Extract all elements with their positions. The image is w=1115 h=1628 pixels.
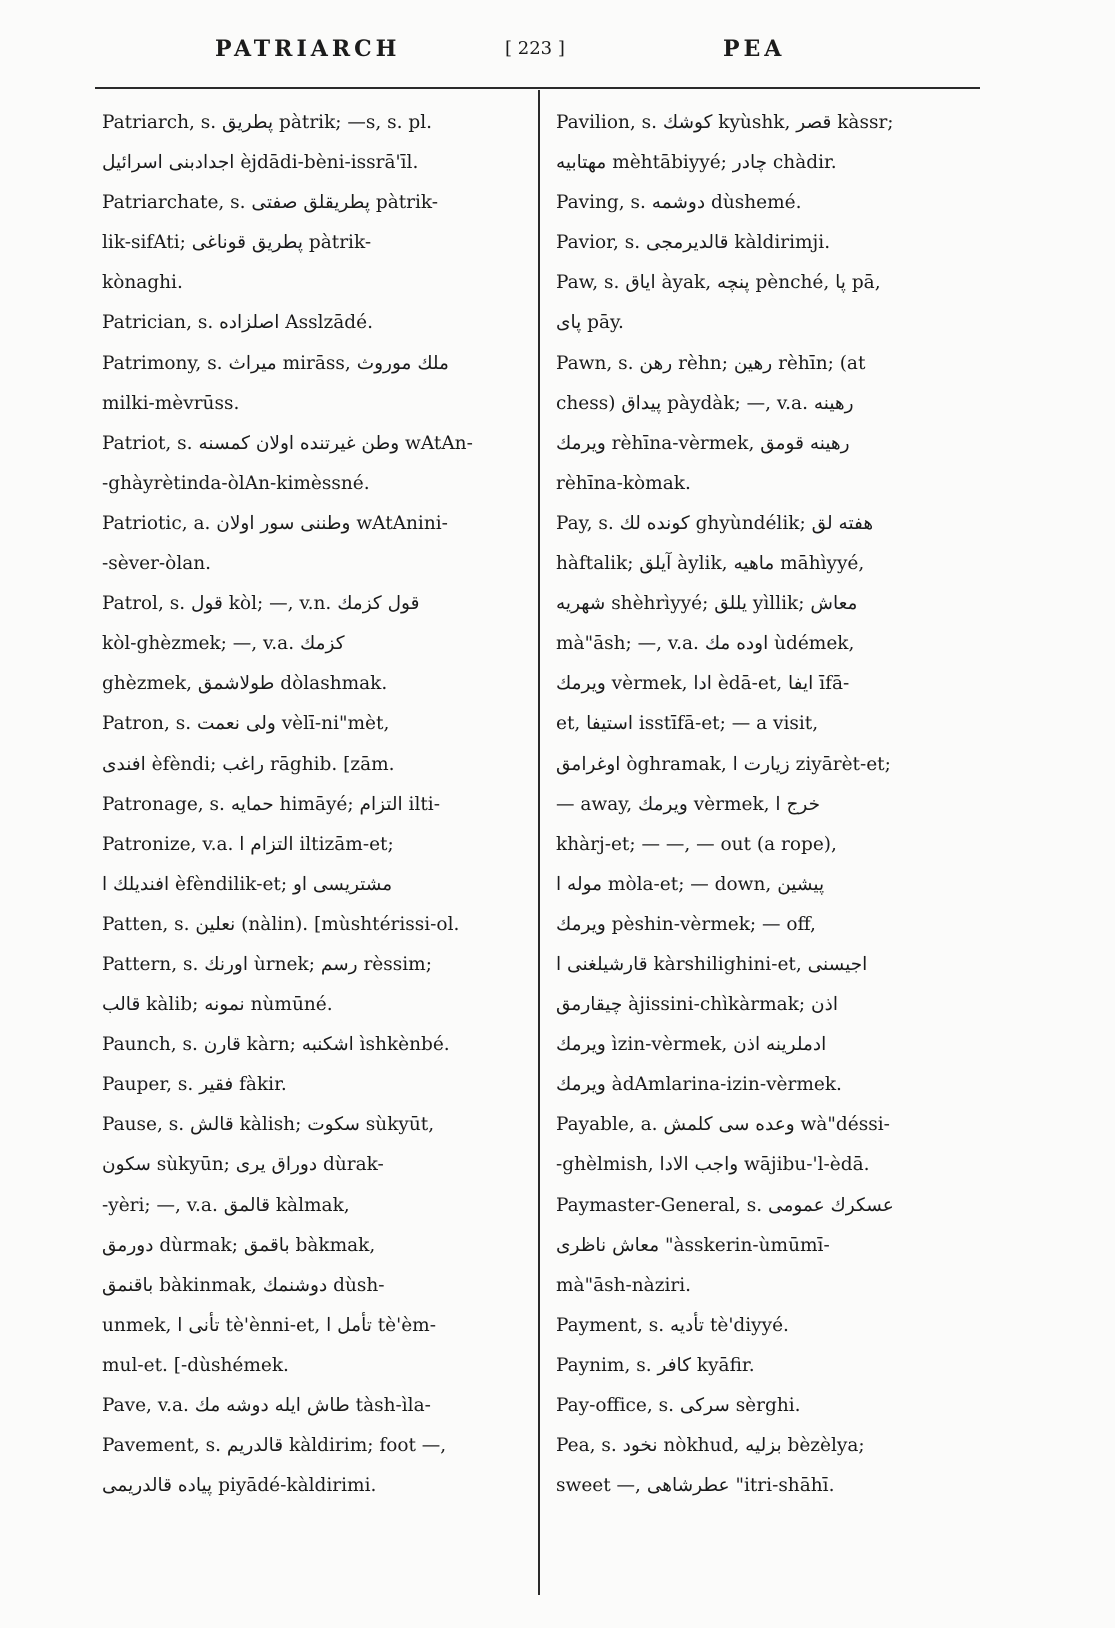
entry-line: معاش ناظرى "àsskerin-ùmūmī- bbox=[556, 1234, 830, 1256]
entry-line: Patronize, v.a. التزام ا iltizām-et; bbox=[102, 833, 394, 855]
entry-line: Pavior, s. قالديرمجى kàldirimji. bbox=[556, 232, 831, 254]
entry-line: Pauper, s. فقير fàkir. bbox=[102, 1074, 287, 1096]
entry-line: Paunch, s. قارن kàrn; اشكنبه ìshkènbé. bbox=[102, 1034, 450, 1056]
left-column bbox=[102, 103, 528, 1506]
entry-line: Pay, s. كونده لك ghyùndélik; هفته لق bbox=[556, 512, 874, 534]
entry-line: پاى pāy. bbox=[556, 312, 624, 334]
entry-line: Pause, s. قالش kàlish; سكوت sùkyūt, bbox=[102, 1114, 435, 1136]
entry-line: Paving, s. دوشمه dùshemé. bbox=[556, 192, 802, 214]
entry-line: افندى èfèndi; راغب rāghib. [zām. bbox=[102, 753, 395, 775]
entry-line: دورمق dùrmak; باقمق bàkmak, bbox=[102, 1234, 376, 1256]
entry-line: Payment, s. تأديه tè'diyyé. bbox=[556, 1314, 789, 1336]
entry-line: Pawn, s. رهن rèhn; رهين rèhīn; (at bbox=[556, 352, 866, 374]
entry-line: -sèver-òlan. bbox=[102, 553, 212, 575]
entry-line: موله ا mòla-et; — down, پيشين bbox=[556, 873, 825, 895]
entry-line: et, استيفا isstīfā-et; — a visit, bbox=[556, 713, 819, 735]
entry-line: Paw, s. اياق àyak, پنچه pènché, پا pā, bbox=[556, 272, 881, 294]
header-rule bbox=[95, 87, 980, 89]
entry-line: Pave, v.a. طاش ايله دوشه مك tàsh-ìla- bbox=[102, 1395, 431, 1416]
entry-line: افنديلك ا èfèndilik-et; مشتريسى او bbox=[102, 873, 393, 895]
entry-line: قارشيلغنى ا kàrshilighini-et, اجيسنى bbox=[556, 953, 868, 975]
entry-line: ويرمك pèshin-vèrmek; — off, bbox=[556, 913, 816, 935]
entry-line: mà"āsh-nàziri. bbox=[556, 1274, 692, 1296]
entry-line: Payable, a. وعده سى كلمش wà"déssi- bbox=[556, 1114, 890, 1136]
entry-line: rèhīna-kòmak. bbox=[556, 472, 691, 494]
entry-line: Paynim, s. كافر kyāfir. bbox=[556, 1354, 755, 1376]
entry-line: Patrol, s. قول kòl; —, v.n. قول كزمك bbox=[102, 593, 420, 615]
entry-line: Patten, s. نعلين (nàlin). [mùshtérissi-ol. bbox=[102, 913, 460, 935]
entry-line: Patronage, s. حمايه himāyé; التزام ilti- bbox=[102, 793, 440, 815]
entry-line: ويرمك àdAmlarina-izin-vèrmek. bbox=[556, 1074, 842, 1096]
entry-line: Patriarch, s. پطريق pàtrik; —s, s. pl. bbox=[102, 112, 433, 133]
entry-line: سكون sùkyūn; دوراق يرى dùrak- bbox=[102, 1154, 384, 1176]
entry-line: شهريه shèhrìyyé; يللق yìllik; معاش bbox=[556, 593, 858, 615]
entry-line: Patriot, s. وطن غيرتنده اولان كمسنه wAtAn- bbox=[102, 432, 473, 454]
entry-line: Pay-office, s. سركى sèrghi. bbox=[556, 1395, 801, 1416]
entry-line: پياده قالدريمى piyādé-kàldirimi. bbox=[102, 1475, 377, 1497]
entry-line: -ghàyrètinda-òlAn-kimèssné. bbox=[102, 472, 370, 494]
entry-line: ويرمك vèrmek, ادا èdā-et, ايفا īfā- bbox=[556, 673, 850, 695]
entry-line: Pattern, s. اورنك ùrnek; رسم rèssim; bbox=[102, 953, 432, 975]
entry-line: مهتابيه mèhtābiyyé; چادر chàdir. bbox=[556, 152, 837, 174]
entry-line: — away, ويرمك vèrmek, خرج ا bbox=[556, 793, 821, 815]
entry-line: Pavement, s. قالدريم kàldirim; foot —, bbox=[102, 1435, 447, 1457]
entry-line: sweet —, عطرشاهى "itri-shāhī. bbox=[556, 1475, 835, 1497]
entry-line: Patrician, s. اصلزاده Asslzādé. bbox=[102, 312, 373, 334]
entry-line: Patrimony, s. ميراث mirāss, ملك موروث bbox=[102, 352, 449, 374]
entry-line: چيقارمق àjissini-chìkàrmak; اذن bbox=[556, 994, 838, 1016]
entry-line: ghèzmek, طولاشمق dòlashmak. bbox=[102, 673, 388, 695]
entry-line: mul-et. [-dùshémek. bbox=[102, 1354, 289, 1376]
entry-line: ويرمك ìzin-vèrmek, ادملرينه اذن bbox=[556, 1034, 827, 1056]
entry-line: Paymaster-General, s. عسكرك عمومى bbox=[556, 1194, 894, 1216]
entry-line: kònaghi. bbox=[102, 272, 183, 294]
entry-line: khàrj-et; — —, — out (a rope), bbox=[556, 833, 837, 855]
entry-line: mà"āsh; —, v.a. اوده مك ùdémek, bbox=[556, 633, 855, 655]
entry-line: lik-sifAti; پطريق قوناغى pàtrik- bbox=[102, 232, 372, 254]
right-column bbox=[556, 103, 976, 1506]
entry-line: -ghèlmish, واجب الادا wājibu-'l-èdā. bbox=[556, 1154, 870, 1176]
entry-line: Pea, s. نخود nòkhud, بزليه bèzèlya; bbox=[556, 1435, 865, 1457]
entry-line: hàftalik; آيلق àylik, ماهيه māhìyyé, bbox=[556, 553, 865, 575]
entry-line: Pavilion, s. كوشك kyùshk, قصر kàssr; bbox=[556, 112, 894, 133]
header-last-word: PEA bbox=[723, 36, 786, 62]
header-first-word: PATRIARCH bbox=[215, 36, 401, 62]
entry-line: Patron, s. ولى نعمت vèlī-ni"mèt, bbox=[102, 713, 390, 735]
entry-line: kòl-ghèzmek; —, v.a. كزمك bbox=[102, 633, 345, 655]
entry-line: chess) پيداق pàydàk; —, v.a. رهينه bbox=[556, 392, 854, 414]
page-number: [ 223 ] bbox=[505, 38, 565, 59]
entry-line: قالب kàlib; نمونه nùmūné. bbox=[102, 994, 333, 1016]
entry-line: ويرمك rèhīna-vèrmek, رهينه قومق bbox=[556, 432, 850, 454]
entry-line: اجدادبنى اسرائيل èjdādi-bèni-issrā'īl. bbox=[102, 152, 419, 174]
entry-line: milki-mèvrūss. bbox=[102, 392, 240, 414]
entry-line: unmek, تأنى ا tè'ènni-et, تأمل ا tè'èm- bbox=[102, 1314, 436, 1336]
entry-line: -yèri; —, v.a. قالمق kàlmak, bbox=[102, 1194, 350, 1216]
entry-line: باقنمق bàkinmak, دوشنمك dùsh- bbox=[102, 1274, 385, 1296]
page-header bbox=[95, 36, 980, 76]
entry-line: اوغرامق òghramak, زيارت ا ziyārèt-et; bbox=[556, 753, 891, 775]
column-divider bbox=[538, 90, 540, 1595]
entry-line: Patriotic, a. وطننى سور اولان wAtAnini- bbox=[102, 512, 448, 534]
entry-line: Patriarchate, s. پطريقلق صفتى pàtrik- bbox=[102, 192, 439, 214]
